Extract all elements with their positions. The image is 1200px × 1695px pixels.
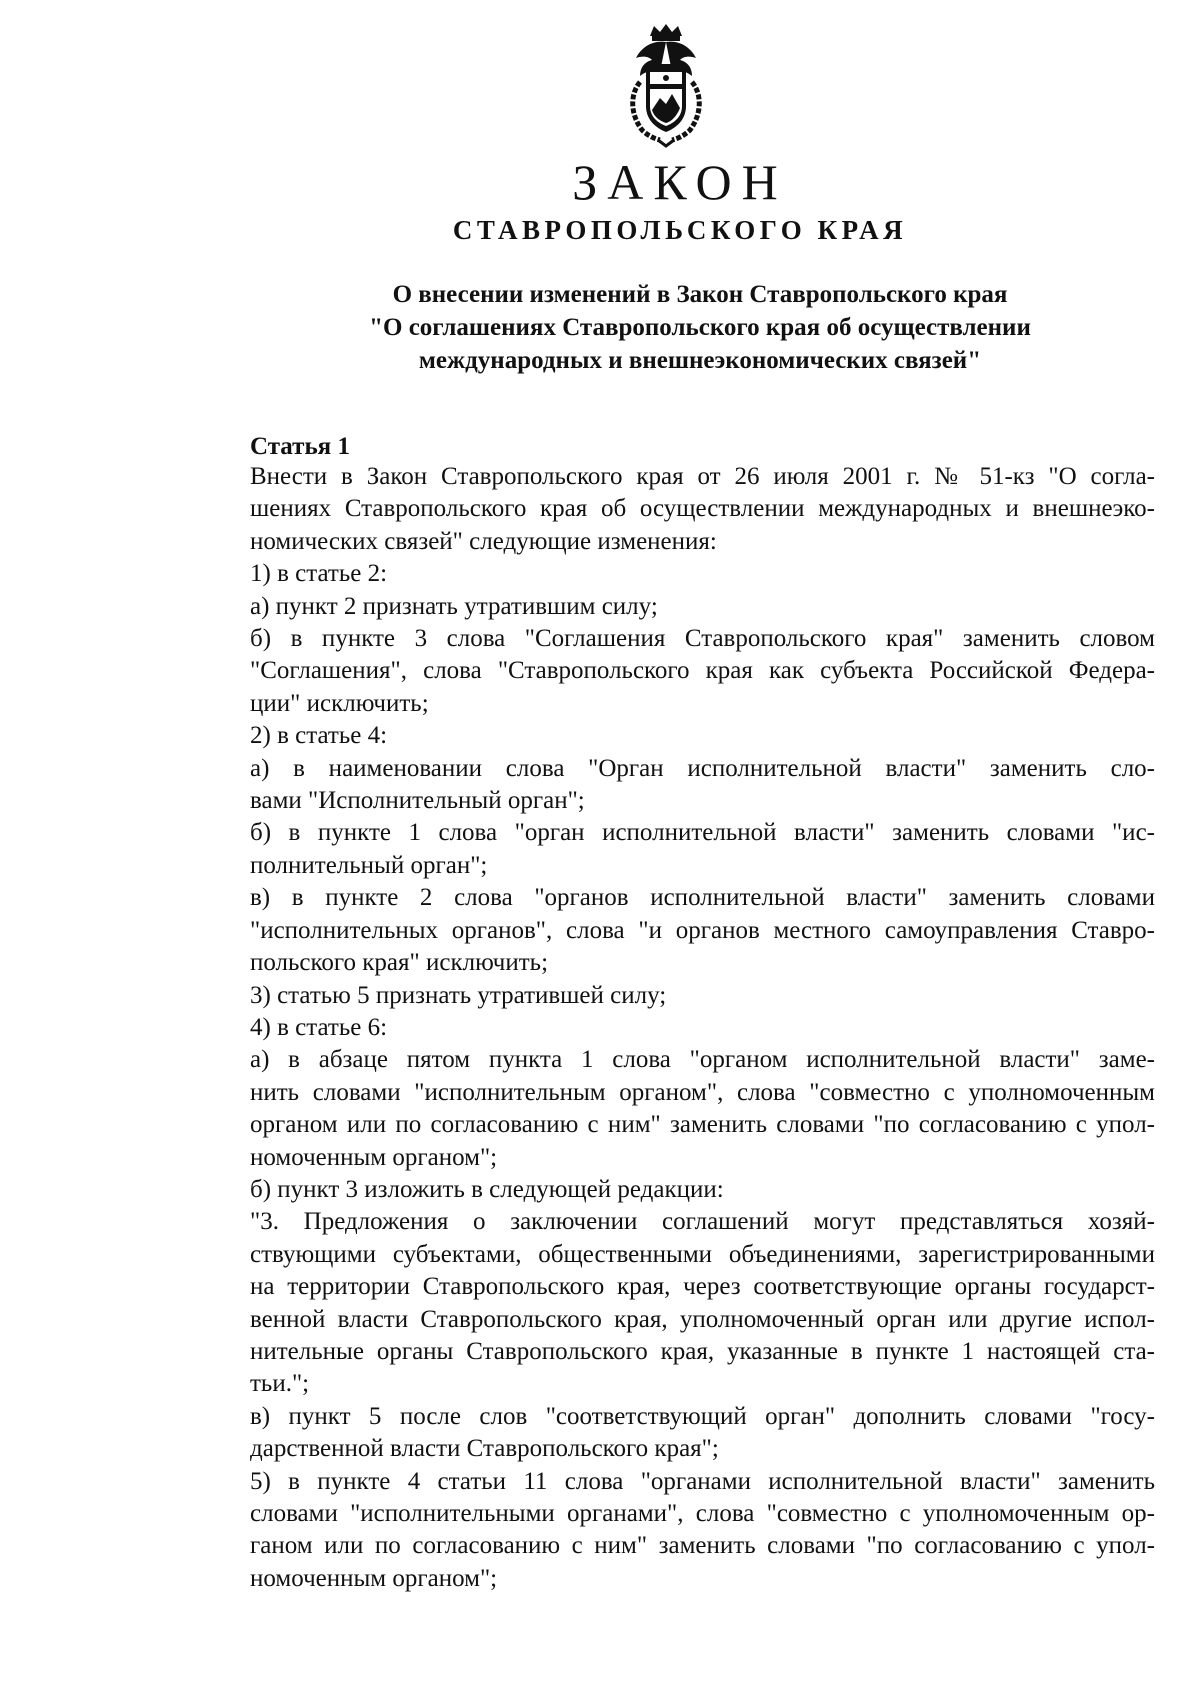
paragraph — [175, 461, 1155, 558]
text-line: б) в пункте 3 слова "Соглашения Ставропольского края" заменить словом — [250, 625, 1155, 653]
text-line: нительные органы Ставропольского края, указанные в пункте 1 настоящей ста- — [250, 1337, 1155, 1365]
paragraph — [175, 753, 1155, 818]
heading-line: "О соглашениях Ставропольского края об осуществлении — [369, 314, 1031, 341]
text-line: а) в наименовании слова "Орган исполнительной власти" заменить сло- — [250, 754, 1155, 782]
text-line: словами "исполнительными органами", слова "совместно с уполномоченным ор- — [250, 1500, 1155, 1527]
text-line: номических связей" следующие изменения: — [250, 527, 717, 555]
paragraph — [175, 1401, 1155, 1466]
paragraph — [175, 980, 1155, 1012]
document-title: ЗАКОН — [572, 154, 788, 210]
text-line: а) пункт 2 признать утратившим силу; — [250, 592, 658, 620]
paragraph — [175, 1012, 1155, 1044]
text-line: полнительный орган"; — [250, 851, 488, 879]
text-line: 1) в статье 2: — [250, 560, 388, 588]
text-line: 2) в статье 4: — [250, 722, 388, 750]
text-line: 5) в пункте 4 статьи 11 слова "органами исполнительной власти" заменить — [250, 1467, 1155, 1495]
paragraph — [175, 1206, 1155, 1400]
text-line: на территории Ставропольского края, через соответствующие органы государст- — [250, 1273, 1155, 1301]
document-subtitle: СТАВРОПОЛЬСКОГО КРАЯ — [452, 215, 908, 245]
text-line: а) в абзаце пятом пункта 1 слова "органом исполнительной власти" заме- — [250, 1046, 1155, 1074]
text-line: 4) в статье 6: — [250, 1013, 388, 1041]
text-line: в) пункт 5 после слов "соответствующий орган" дополнить словами "госу- — [250, 1402, 1155, 1430]
text-line: 3) статью 5 признать утратившей силу; — [250, 981, 667, 1009]
text-line: вами "Исполнительный орган"; — [250, 787, 585, 815]
text-line: нить словами "исполнительным органом", слова "совместно с уполномоченным — [250, 1078, 1155, 1106]
text-line: ции" исключить; — [250, 689, 429, 717]
text-line: венной власти Ставропольского края, уполномоченный орган или другие испол- — [250, 1305, 1155, 1333]
text-line: тьи."; — [250, 1370, 310, 1398]
text-line: "Соглашения", слова "Ставропольского края как субъекта Российской Федера- — [250, 657, 1155, 685]
article-body — [175, 461, 1155, 1595]
text-line: б) в пункте 1 слова "орган исполнительной власти" заменить словами "ис- — [250, 819, 1155, 847]
text-line: органом или по согласованию с ним" заменить словами "по согласованию с упол- — [250, 1111, 1155, 1139]
article-title: Статья 1 — [250, 433, 350, 460]
paragraph — [175, 817, 1155, 882]
law-heading — [250, 278, 1150, 377]
text-line: "исполнительных органов", слова "и органов местного самоуправления Ставро- — [250, 916, 1155, 944]
text-line: Внести в Закон Ставропольского края от 26 июля 2001 г. № 51-кз "О согла- — [250, 463, 1155, 490]
paragraph — [175, 1044, 1155, 1174]
text-line: номоченным органом"; — [250, 1143, 498, 1171]
text-line: "3. Предложения о заключении соглашений могут представляться хозяй- — [250, 1208, 1155, 1236]
text-line: шениях Ставропольского края об осуществлении международных и внешнеэко- — [250, 495, 1155, 523]
paragraph — [175, 623, 1155, 720]
paragraph — [175, 1174, 1155, 1206]
text-line: ствующими субъектами, общественными объединениями, зарегистрированными — [250, 1240, 1155, 1268]
text-line: номоченным органом"; — [250, 1564, 498, 1592]
paragraph — [175, 558, 1155, 590]
paragraph — [175, 591, 1155, 623]
paragraph — [175, 882, 1155, 979]
text-line: ганом или по согласованию с ним" заменить словами "по согласованию с упол- — [250, 1532, 1155, 1560]
text-line: б) пункт 3 изложить в следующей редакции: — [250, 1175, 724, 1203]
text-line: в) в пункте 2 слова "органов исполнительной власти" заменить словами — [250, 884, 1155, 912]
paragraph — [175, 1466, 1155, 1596]
heading-line: О внесении изменений в Закон Ставропольского края — [392, 281, 1008, 308]
paragraph — [175, 720, 1155, 752]
heading-line: международных и внешнеэкономических связей" — [418, 347, 982, 374]
coat-of-arms-icon — [620, 22, 712, 150]
text-line: польского края" исключить; — [250, 949, 549, 977]
text-line: дарственной власти Ставропольского края"; — [250, 1435, 719, 1463]
